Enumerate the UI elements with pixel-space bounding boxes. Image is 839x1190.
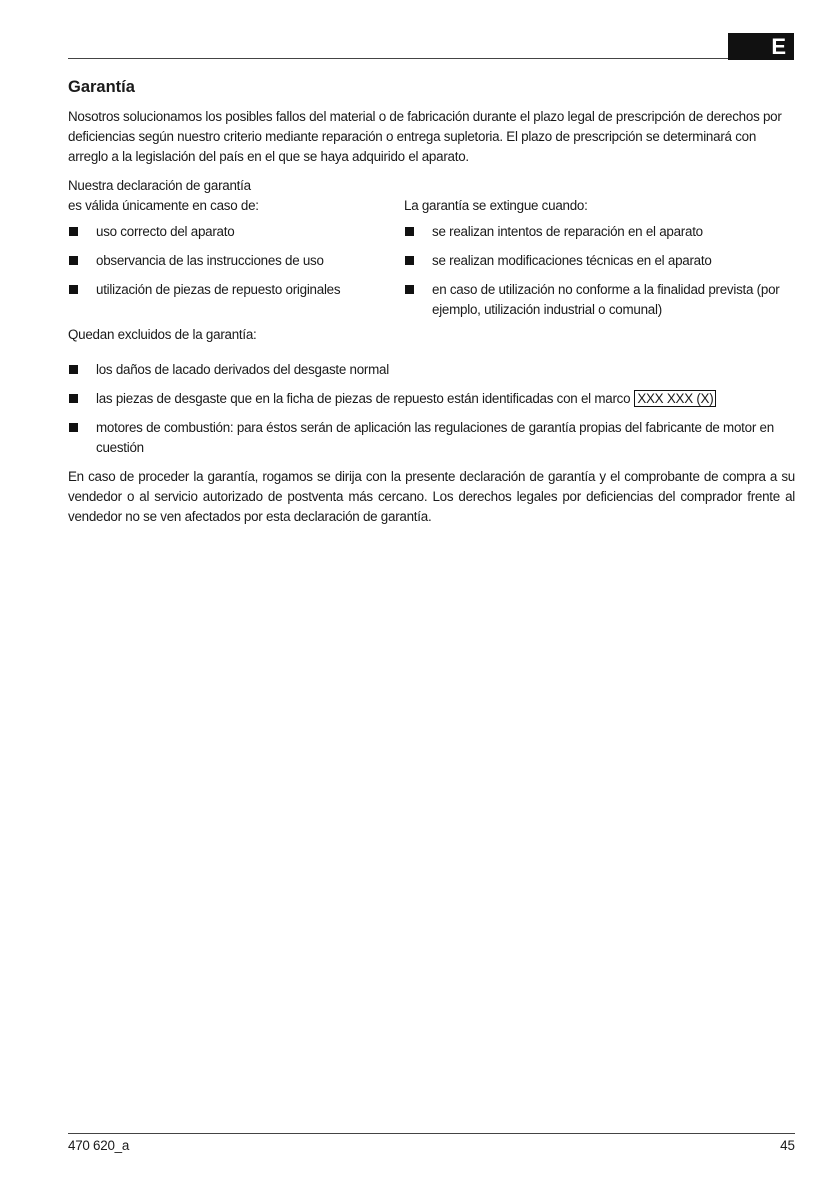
list-item-text: uso correcto del aparato: [96, 224, 235, 239]
list-item: [68, 222, 404, 242]
valid-heading-line2: es válida únicamente en caso de:: [68, 198, 259, 213]
list-item-text: utilización de piezas de repuesto originales: [96, 282, 341, 297]
excluded-list: [68, 360, 795, 458]
list-item: [68, 280, 404, 300]
list-item: [404, 280, 795, 320]
void-heading: La garantía se extingue cuando:: [404, 198, 588, 213]
square-bullet-icon: [405, 256, 414, 265]
square-bullet-icon: [69, 423, 78, 432]
list-item-text: se realizan modificaciones técnicas en el aparato: [432, 253, 712, 268]
list-item-text: se realizan intentos de reparación en el aparato: [432, 224, 703, 239]
list-item: [68, 418, 795, 458]
list-item-text: las piezas de desgaste que en la ficha de piezas de repuesto están identificadas con el marco: [96, 391, 631, 406]
square-bullet-icon: [69, 365, 78, 374]
void-column: [404, 176, 795, 320]
intro-paragraph: Nosotros solucionamos los posibles fallos del material o de fabricación durante el plazo legal de prescripción de derechos por deficiencias según nuestro criterio mediante reparación o entrega supletoria. El plazo de prescripción se determinará con arreglo a la legislación del país en el que se haya adquirido el aparato.: [68, 109, 782, 164]
closing-paragraph: En caso de proceder la garantía, rogamos se dirija con la presente declaración de garantía y el comprobante de compra a su vendedor o al servicio autorizado de postventa más cercano. Los derechos legales por deficiencias del comprador frente al vendedor no se ven afectados por esta declaración de garantía.: [68, 469, 795, 524]
list-item-text: los daños de lacado derivados del desgaste normal: [96, 362, 389, 377]
document-code: 470 620_a: [68, 1138, 130, 1153]
valid-column: [68, 176, 404, 320]
void-list: [404, 222, 795, 320]
excluded-heading: Quedan excluidos de la garantía:: [68, 327, 257, 342]
list-item-text: en caso de utilización no conforme a la finalidad prevista (por ejemplo, utilización industrial o comunal): [432, 282, 780, 317]
square-bullet-icon: [69, 256, 78, 265]
warranty-section: [68, 74, 795, 527]
square-bullet-icon: [69, 285, 78, 294]
list-item: [404, 251, 795, 271]
valid-heading-line1: Nuestra declaración de garantía: [68, 178, 251, 193]
square-bullet-icon: [69, 394, 78, 403]
list-item: [68, 389, 795, 409]
list-item-text: motores de combustión: para éstos serán de aplicación las regulaciones de garantía propias del fabricante de motor en cuestión: [96, 420, 774, 455]
square-bullet-icon: [405, 227, 414, 236]
list-item: [68, 360, 795, 380]
list-item: [68, 251, 404, 271]
section-title: Garantía: [68, 78, 135, 96]
list-item-text: observancia de las instrucciones de uso: [96, 253, 324, 268]
page-number: 45: [780, 1138, 795, 1153]
square-bullet-icon: [69, 227, 78, 236]
language-tab: E: [728, 33, 794, 60]
header-rule: [68, 58, 728, 59]
wear-part-marker-box: XXX XXX (X): [634, 390, 716, 407]
list-item: [404, 222, 795, 242]
footer-rule: [68, 1133, 795, 1134]
valid-list: [68, 222, 404, 300]
square-bullet-icon: [405, 285, 414, 294]
conditions-columns: [68, 176, 795, 320]
valid-heading: [68, 176, 404, 216]
